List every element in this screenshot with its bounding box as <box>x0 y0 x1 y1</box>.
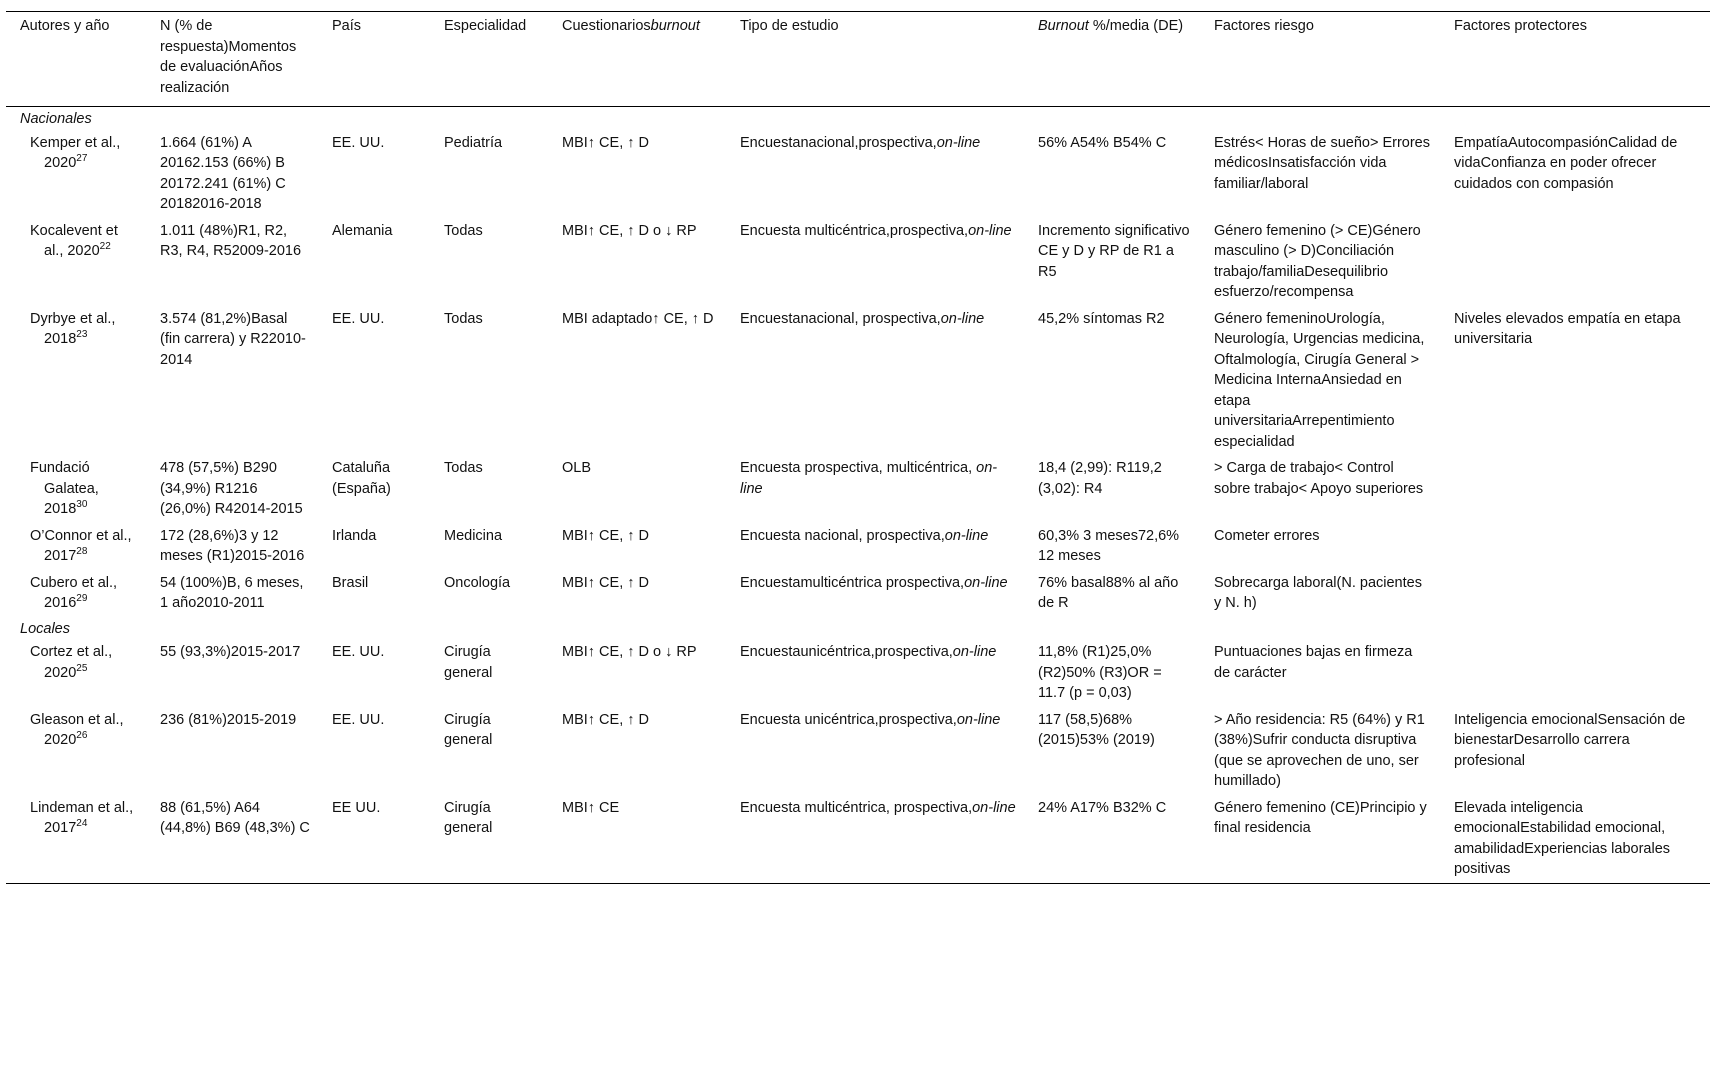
author-cell: O’Connor et al., 2017$^{28}$ <box>30 527 132 564</box>
questionnaire-cell: MBI↑ CE, ↑ D o ↓ RP <box>562 222 697 239</box>
burnout-cell: 45,2% síntomas R2 <box>1038 310 1165 327</box>
table-row <box>6 795 1710 884</box>
column-header: Especialidad <box>444 18 527 34</box>
sample-cell: 3.574 (81,2%)Basal (fin carrera) y R22010-2014 <box>160 310 306 368</box>
questionnaire-cell: MBI↑ CE, ↑ D <box>562 134 650 151</box>
column-header: Factores protectores <box>1454 18 1587 34</box>
study-type-cell: Encuestaunicéntrica,prospectiva,on-line <box>740 644 997 660</box>
section-row <box>6 617 1710 640</box>
questionnaire-cell: MBI↑ CE, ↑ D o ↓ RP <box>562 644 697 660</box>
table-row <box>6 130 1710 218</box>
sample-cell: 1.664 (61%) A 20162.153 (66%) B 20172.241 (61%) C 20182016-2018 <box>160 134 286 212</box>
questionnaire-cell: MBI↑ CE, ↑ D <box>562 527 650 544</box>
author-cell: Kemper et al., 2020$^{27}$ <box>30 134 121 171</box>
column-header: País <box>332 18 362 34</box>
country-cell: Cataluña (España) <box>332 460 391 497</box>
author-cell: Cubero et al., 2016$^{29}$ <box>30 574 118 611</box>
table-row <box>6 707 1710 795</box>
burnout-cell: 117 (58,5)68% (2015)53% (2019) <box>1038 711 1155 748</box>
column-header: Cuestionariosburnout <box>562 18 700 34</box>
protective-factors-cell: Elevada inteligencia emocionalEstabilidad emocional, amabilidadExperiencias laborales positivas <box>1454 799 1671 877</box>
sample-cell: 236 (81%)2015-2019 <box>160 711 297 728</box>
sample-cell: 1.011 (48%)R1, R2, R3, R4, R52009-2016 <box>160 222 302 259</box>
section-title: Nacionales <box>20 111 92 127</box>
sample-cell: 54 (100%)B, 6 meses, 1 año2010-2011 <box>160 574 304 611</box>
protective-factors-cell: EmpatíaAutocompasiónCalidad de vidaConfianza en poder ofrecer cuidados con compasión <box>1454 134 1678 192</box>
author-cell: Kocalevent et al., 2020$^{22}$ <box>30 222 118 259</box>
study-type-cell: Encuestanacional,prospectiva,on-line <box>740 134 981 151</box>
specialty-cell: Cirugía general <box>444 799 493 836</box>
studies-table <box>6 11 1710 884</box>
study-type-cell: Encuestamulticéntrica prospectiva,on-line <box>740 574 1008 591</box>
column-header: Factores riesgo <box>1214 18 1314 34</box>
burnout-cell: 56% A54% B54% C <box>1038 134 1167 151</box>
table-container <box>6 11 1710 884</box>
header-row <box>6 12 1710 107</box>
protective-factors-cell <box>1440 570 1710 617</box>
protective-factors-cell <box>1440 455 1710 523</box>
table-header <box>6 12 1710 107</box>
burnout-cell: Incremento significativo CE y D y RP de R1 a R5 <box>1038 222 1190 280</box>
burnout-cell: 24% A17% B32% C <box>1038 799 1167 816</box>
protective-factors-cell <box>1440 639 1710 707</box>
risk-factors-cell: Cometer errores <box>1214 527 1320 544</box>
study-type-cell: Encuestanacional, prospectiva,on-line <box>740 310 985 327</box>
burnout-cell: 76% basal88% al año de R <box>1038 574 1179 611</box>
table-row <box>6 570 1710 617</box>
country-cell: Brasil <box>332 574 369 591</box>
column-header: Autores y año <box>20 18 110 34</box>
author-cell: Lindeman et al., 2017$^{24}$ <box>30 799 134 836</box>
country-cell: EE. UU. <box>332 134 385 151</box>
table-row <box>6 639 1710 707</box>
protective-factors-cell: Inteligencia emocionalSensación de bienestarDesarrollo carrera profesional <box>1454 711 1686 769</box>
country-cell: EE. UU. <box>332 711 385 728</box>
author-cell: Cortez et al., 2020$^{25}$ <box>30 644 113 681</box>
risk-factors-cell: Género femenino (CE)Principio y final residencia <box>1214 799 1427 836</box>
protective-factors-cell <box>1440 523 1710 570</box>
specialty-cell: Medicina <box>444 527 503 544</box>
risk-factors-cell: Género femenino (> CE)Género masculino (> D)Conciliación trabajo/familiaDesequilibrio esfuerzo/recompensa <box>1214 222 1421 300</box>
risk-factors-cell: > Año residencia: R5 (64%) y R1 (38%)Sufrir conducta disruptiva (que se aprovechen de uno, ser humillado) <box>1214 711 1425 789</box>
study-type-cell: Encuesta multicéntrica, prospectiva,on-line <box>740 799 1016 816</box>
sample-cell: 172 (28,6%)3 y 12 meses (R1)2015-2016 <box>160 527 305 564</box>
column-header: N (% de respuesta)Momentos de evaluaciónAños realización <box>160 18 297 96</box>
questionnaire-cell: MBI↑ CE, ↑ D <box>562 711 650 728</box>
column-header: Burnout %/media (DE) <box>1038 18 1184 34</box>
specialty-cell: Todas <box>444 310 483 327</box>
author-cell: Fundació Galatea, 2018$^{30}$ <box>30 460 99 517</box>
country-cell: EE. UU. <box>332 310 385 327</box>
protective-factors-cell <box>1440 218 1710 306</box>
specialty-cell: Cirugía general <box>444 711 493 748</box>
specialty-cell: Todas <box>444 222 483 239</box>
country-cell: Alemania <box>332 222 393 239</box>
table-row <box>6 306 1710 456</box>
table-body <box>6 107 1710 884</box>
specialty-cell: Todas <box>444 460 483 476</box>
questionnaire-cell: MBI↑ CE <box>562 799 620 816</box>
study-type-cell: Encuesta nacional, prospectiva,on-line <box>740 527 989 544</box>
risk-factors-cell: > Carga de trabajo< Control sobre trabajo< Apoyo superiores <box>1214 460 1424 497</box>
column-header: Tipo de estudio <box>740 18 839 34</box>
questionnaire-cell: MBI adaptado↑ CE, ↑ D <box>562 310 714 327</box>
specialty-cell: Pediatría <box>444 134 503 151</box>
risk-factors-cell: Puntuaciones bajas en firmeza de carácter <box>1214 644 1413 681</box>
study-type-cell: Encuesta prospectiva, multicéntrica, on-line <box>740 460 998 497</box>
table-row <box>6 523 1710 570</box>
country-cell: Irlanda <box>332 527 377 544</box>
protective-factors-cell: Niveles elevados empatía en etapa universitaria <box>1454 310 1681 347</box>
study-type-cell: Encuesta multicéntrica,prospectiva,on-line <box>740 222 1012 239</box>
study-type-cell: Encuesta unicéntrica,prospectiva,on-line <box>740 711 1001 728</box>
author-cell: Dyrbye et al., 2018$^{23}$ <box>30 310 116 347</box>
section-title: Locales <box>20 620 70 637</box>
sample-cell: 88 (61,5%) A64 (44,8%) B69 (48,3%) C <box>160 799 310 836</box>
sample-cell: 55 (93,3%)2015-2017 <box>160 644 301 660</box>
risk-factors-cell: Sobrecarga laboral(N. pacientes y N. h) <box>1214 574 1422 611</box>
table-row <box>6 218 1710 306</box>
burnout-cell: 11,8% (R1)25,0% (R2)50% (R3)OR = 11.7 (p = 0,03) <box>1038 644 1162 701</box>
author-cell: Gleason et al., 2020$^{26}$ <box>30 711 124 748</box>
country-cell: EE. UU. <box>332 644 385 660</box>
specialty-cell: Cirugía general <box>444 644 493 681</box>
sample-cell: 478 (57,5%) B290 (34,9%) R1216 (26,0%) R42014-2015 <box>160 460 303 517</box>
questionnaire-cell: MBI↑ CE, ↑ D <box>562 574 650 591</box>
country-cell: EE UU. <box>332 799 381 816</box>
risk-factors-cell: Género femeninoUrología, Neurología, Urgencias medicina, Oftalmología, Cirugía General > Medicina InternaAnsiedad en etapa universitariaArrepentimiento especialidad <box>1214 310 1425 450</box>
table-row <box>6 455 1710 523</box>
burnout-cell: 60,3% 3 meses72,6% 12 meses <box>1038 527 1180 564</box>
specialty-cell: Oncología <box>444 574 511 591</box>
questionnaire-cell: OLB <box>562 460 592 476</box>
section-row <box>6 107 1710 130</box>
risk-factors-cell: Estrés< Horas de sueño> Errores médicosInsatisfacción vida familiar/laboral <box>1214 134 1430 192</box>
burnout-cell: 18,4 (2,99): R119,2 (3,02): R4 <box>1038 460 1162 497</box>
